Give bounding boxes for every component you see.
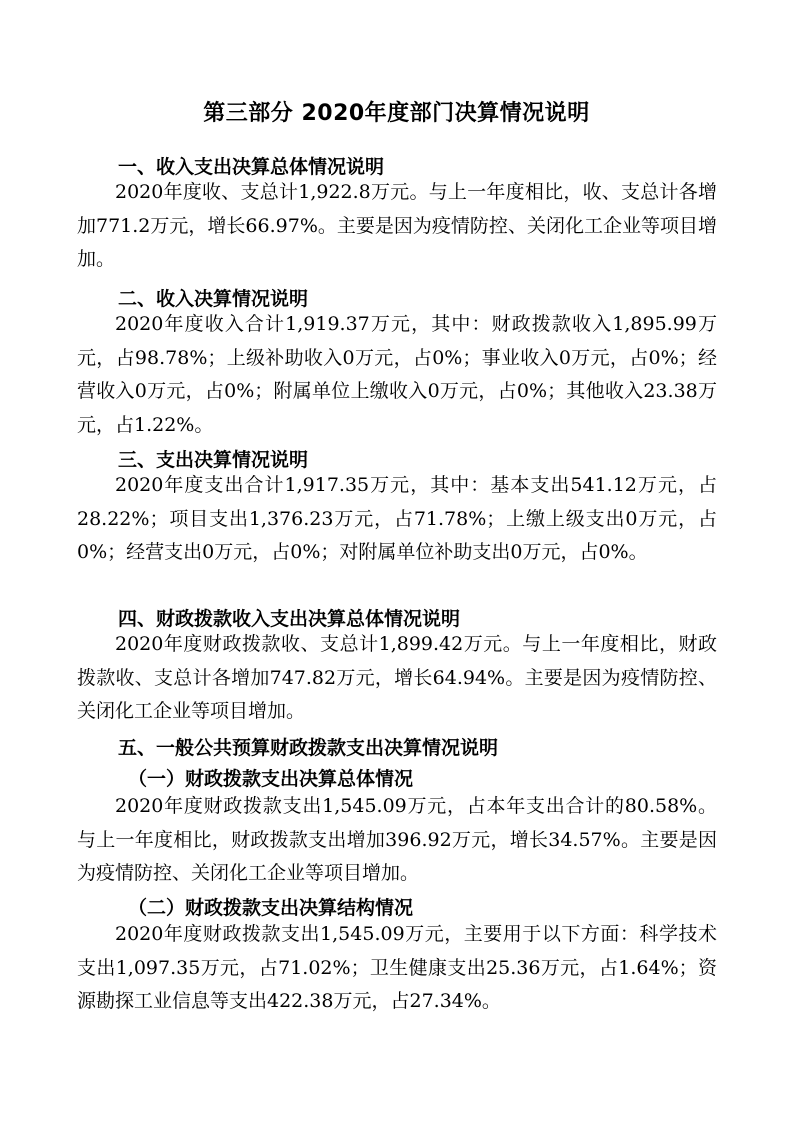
section-3-heading: 三、支出决算情况说明 (118, 449, 309, 471)
section-1-heading: 一、收入支出决算总体情况说明 (118, 156, 385, 178)
section-2-heading: 二、收入决算情况说明 (118, 288, 309, 310)
section-2-body: 2020年度收入合计1,919.37万元，其中：财政拨款收入1,895.99万元，占98.78%；上级补助收入0万元，占0%；事业收入0万元，占0%；经营收入0万元，占0%；附属单位上缴收入0万元，占0%；其他收入23.38万元，占1.22%。 (77, 313, 717, 436)
subsection-5-2-heading: （二）财政拨款支出决算结构情况 (128, 897, 414, 919)
subsection-5-1-heading: （一）财政拨款支出决算总体情况 (128, 768, 414, 790)
section-5-heading: 五、一般公共预算财政拨款支出决算情况说明 (118, 737, 499, 759)
section-4-heading: 四、财政拨款收入支出决算总体情况说明 (118, 608, 461, 630)
subsection-5-1-body: 2020年度财政拨款支出1,545.09万元，占本年支出合计的80.58%。与上一年度相比，财政拨款支出增加396.92万元，增长34.57%。主要是因为疫情防控、关闭化工企业等项目增加。 (77, 795, 717, 884)
section-4-body: 2020年度财政拨款收、支总计1,899.42万元。与上一年度相比，财政拨款收、支总计各增加747.82万元，增长64.94%。主要是因为疫情防控、关闭化工企业等项目增加。 (77, 633, 717, 722)
section-3-body: 2020年度支出合计1,917.35万元，其中：基本支出541.12万元，占28.22%；项目支出1,376.23万元，占71.78%；上缴上级支出0万元，占0%；经营支出0万元，占0%；对附属单位补助支出0万元，占0%。 (77, 474, 717, 563)
section-1-body: 2020年度收、支总计1,922.8万元。与上一年度相比，收、支总计各增加771.2万元，增长66.97%。主要是因为疫情防控、关闭化工企业等项目增加。 (77, 181, 717, 270)
subsection-5-2-body: 2020年度财政拨款支出1,545.09万元，主要用于以下方面：科学技术支出1,097.35万元，占71.02%；卫生健康支出25.36万元，占1.64%；资源勘探工业信息等支出422.38万元，占27.34%。 (77, 923, 717, 1012)
page-title: 第三部分 2020年度部门决算情况说明 (203, 101, 590, 126)
